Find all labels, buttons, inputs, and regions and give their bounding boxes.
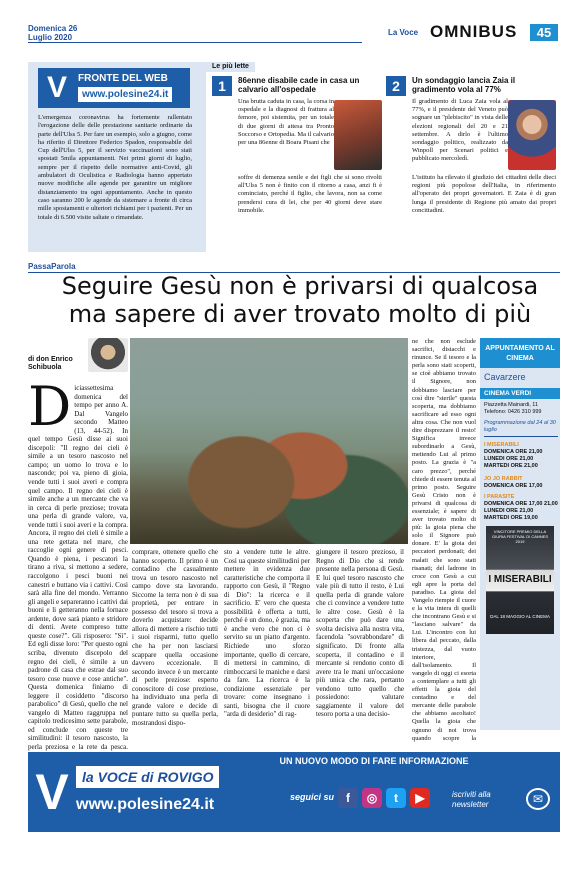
film-showtimes: DOMENICA ORE 17,00 — [484, 483, 543, 489]
story-body: Una brutta caduta in casa, la corsa in ospedale e la diagnosi di frattura al femore, poi sistemita, per un totale di due giorni di attesa tra Pronto Soccorso e Ortopedia. Ma il calvario per una 86enne di Boara Pisani che — [238, 98, 334, 147]
youtube-icon[interactable] — [410, 788, 430, 808]
article-column-2 — [132, 548, 218, 748]
date-line-1: Domenica 26 — [28, 24, 78, 33]
article-text-1: iciassettesima domenica del tempo per anno A. Dal Vangelo secondo Matteo (13, 44-52). In quel tempo Gesù disse ai suoi discepoli: "Il regno dei cieli è simile a un tesoro nascosto nel campo; un uomo lo trova e lo nasconde; poi va, pieno di gioia, vende tutti i suoi averi e compra quel campo. Il regno dei cieli è simile anche a un mercante che va in cerca di perle preziose; trovata una perla di grande valore, va, vende tutti i suoi averi e la compra. Ancora, il regno dei cieli è simile a una rete gettata nel mare, che raccoglie ogni genere di pesci. Quando è piena, i pescatori la tirano a riva, si mettono a sedere, raccolgono i pesci buoni nei canestri e buttano via i cattivi. Così sarà alla fine del mondo. Verranno gli angeli e separeranno i cattivi dai buoni e li getteranno nella fornace ardente, dove sarà pianto e stridore di denti. Avete compreso tutte queste cose?". Gli risposero: "Sì". Ed egli disse loro: "Per questo ogni scriba, divenuto discepolo del regno dei cieli, è simile a un padrone di casa che estrae dal suo tesoro cose nuove e cose antiche". Questa domenica finiamo di leggere il cosiddetto "discorso parabolico" di Gesù, quello che nel vangelo di Matteo raggruppa nel capitolo tredicesimo sette parabole, ed conclude con queste tre similitudini: il tesoro nascosto, la perla preziosa e la rete da pesca. — [28, 384, 128, 751]
brand-name: La Voce — [388, 28, 419, 37]
poster-date: DAL 18 MAGGIO AL CINEMA — [490, 614, 550, 619]
facebook-icon[interactable] — [338, 788, 358, 808]
cinema-street: Piazzetta Mainardi, 11 — [484, 402, 539, 408]
most-read — [206, 62, 560, 252]
author-box — [28, 338, 128, 378]
story-title[interactable]: 86enne disabile cade in casa un calvario all'ospedale — [238, 76, 360, 94]
cinema-name: CINEMA VERDI — [480, 388, 560, 399]
web-panel-title: FRONTE DEL WEB — [78, 73, 168, 84]
article-dropcap: D — [28, 384, 72, 438]
film-title: I PARASITE — [484, 494, 515, 500]
web-panel-url[interactable]: www.polesine24.it — [78, 87, 172, 102]
film-listing[interactable] — [484, 442, 558, 470]
film-showtimes: DOMENICA ORE 21,00 LUNEDI ORE 21,00 MARTEDI ORE 21,00 — [484, 449, 543, 469]
article-text-4: giungere il tesoro prezioso, il Regno di Dio che si rende presente nella persona di Gesù. E lui quel tesoro nascosto che vale più di tutto il resto, è Lui quella perla di grande valore che ci convince a vendere tutte le altre cose. Gesù è la scoperta che può dare una svolta decisiva alla nostra vita, facendola "sovrabbondare" di significato. Di fronte alla scoperta, il contadino e il mercante si rendono conto di avere tra le mani un'occasione più unica che rara, pertanto vendono tutto quello che possiedono: valutare saggiamente il valore del tesoro porta a una decisio- — [316, 548, 404, 719]
story-title[interactable]: Un sondaggio lancia Zaia il gradimento vola al 77% — [412, 76, 516, 94]
footer-slogan: UN NUOVO MODO DI FARE INFORMAZIONE — [279, 756, 469, 766]
article-text-2: comprare, ottenere quello che hanno scoperto. Il primo è un contadino che casualmente trova un tesoro nascosto nel campo dove sta lavorando. Siccome la terra non è di sua proprietà, per entrare in possesso del tesoro si trova a doverlo acquistare: decide allora di mettere a rischio tutti i suoi risparmi, tutto quello che ha per non lasciarsi scappare quella occasione davvero eccezionale. Il secondo invece è un mercante di perle preziose: esperto conoscitore di cose preziose, ha individuato una perla di grande valore e decide di puntare tutto su quella perla, mostrandosi dispo- — [132, 548, 218, 727]
date-line-2: Luglio 2020 — [28, 33, 73, 42]
poster-title: I MISERABILI — [488, 574, 552, 585]
most-read-label: Le più lette — [206, 62, 255, 72]
cinema-sidebar — [480, 338, 560, 730]
web-panel-text: L'emergenza coronavirus ha fortemente rallentato l'erogazione delle delle prestazione sanitarie ordinarie da parte dell'Ulss 5. Per fare un esempio, solo a giugno, come ha riferito il Direttore Federico Spadon, responsabile del Cup dell'Ulss 5, per il servizio vaccinazioni sono stati spostati 5mila appuntamenti. Nei primi giorni di luglio, sempre per il rispetto delle normative anti-Covid, gli ambulatori di Oculistica e Radiologia hanno appertato nuove modifiche alle agende per garantire un migliore distanziamento tra ogni appuntamento. Anche in questo caso saranno 200 le agende da sistemare a fronte di circa mille spostamenti e ulteriori richiami per i pazienti. Per un totale di 6.500 visite saltate o rimandate. — [38, 114, 192, 221]
story-photo — [508, 100, 556, 170]
newsletter-icon[interactable]: ✉ — [526, 788, 550, 810]
section-title: OMNIBUS — [430, 22, 518, 41]
story-number: 1 — [212, 76, 232, 96]
voce-logo-icon: V — [35, 764, 69, 820]
web-banner[interactable] — [38, 68, 190, 108]
facebook-glyph: f — [346, 791, 350, 805]
article-column-1 — [28, 384, 128, 766]
footer-banner — [28, 752, 560, 832]
cinema-address — [484, 402, 558, 416]
film-title: JO JO RABBIT — [484, 476, 523, 482]
film-showtimes: DOMENICA ORE 17,00 21,00 LUNEDI ORE 21,00 MARTEDI ORE 19,00 — [484, 501, 558, 521]
story-body: Il gradimento di Luca Zaia vola al 77%, e il presidente del Veneto può sognare un "plebiscito" in vista delle elezioni regionali del 20 e 21 settembre. A dirlo è l'ultimo sondaggio politico, realizzato da Winpoll per Scenari politici e pubblicato mercoledì. — [412, 98, 508, 163]
story-number: 2 — [386, 76, 406, 96]
author-name: di don Enrico Schibuola — [28, 356, 73, 371]
cinema-town: Cavarzere — [484, 372, 526, 382]
most-read-story-2[interactable] — [386, 76, 556, 246]
most-read-story-1[interactable] — [212, 76, 382, 246]
article-column-4 — [316, 548, 404, 748]
article-column-3 — [224, 548, 310, 748]
page-number: 45 — [530, 24, 558, 41]
article-text-3: sto a vendere tutte le altre. Così ua queste similitudini per mettere in evidenza due caratteristiche che comporta il rapporto con Gesù, il "Regno di Dio": la ricerca e il sacrificio. E' vero che questa possibilità è offerta a tutti, perché è un dono, è grazia, ma è anche vero che non ci è servito su un piatto d'argento. Richiede uno sforzo importante, quello di cercare, di mettersi in cammino, di rimboccarsi le maniche e darsi da fare. La ricerca è la condizione essenziale per trovare: come insegnano i santi, bisogna che il cuore "arda di desiderio" di rag- — [224, 548, 310, 719]
poster-award: VINCITORE PREMIO DELLA GIURIA FESTIVAL DI CANNES 2019 — [491, 529, 548, 544]
rubric-label: PassaParola — [28, 262, 560, 273]
article-column-5 — [412, 338, 476, 742]
footer-logo-name: la VOCE di ROVIGO — [76, 766, 219, 788]
header-rule — [28, 42, 362, 43]
author-avatar — [88, 338, 128, 372]
footer-url[interactable]: www.polesine24.it — [76, 796, 215, 813]
article-headline: Seguire Gesù non è privarsi di qualcosa ma sapere di aver trovato molto di più — [61, 272, 539, 328]
film-listing[interactable] — [484, 476, 558, 490]
article-text-5: ne che non esclude sacrifici, distacchi e rinunce. Se il tesoro e la perla sono stati scoperti, se cioè abbiamo trovato il Signore, non dobbiamo lasciare per così dire "sterile" questa scoperta, ma dobbiamo sacrificare ad esso ogni altra cosa. Che non vuol dire disprezzare il resto! Significa invece subordinarlo a Gesù, mettendo Lui al primo posto. La grazia è "a caro prezzo", perché chiede di essere tenuta al primo posto. Seguire Gesù Cristo non è privarsi di qualcosa di essenziale; è sapere di aver trovato molto di più: la gioia piena che solo il Signore può donare. E' la gioia dei peccatori perdonati; dei malati che sono stati risanati; del ladrone in croce con Gesù a cui egli apre la porta del paradiso. La gioia del Vangelo riempie il cuore e la vita intera di quelli che incontrano Gesù e si "lasciano salvare" da Lui. L'incontro con lui libera dal peccato, dalla tristezza, dal vuoto interiore, dall'isolamento. Il vangelo di oggi ci esorta a contemplare a tutti gli effetti la gioia del contadino e del mercante delle parabole che abbiamo ascoltato! Quella la gioia che ognuno di noi trova quando scopre la — [412, 338, 476, 742]
twitter-glyph: t — [394, 791, 398, 805]
film-poster[interactable] — [486, 526, 554, 634]
cinema-header: APPUNTAMENTO AL CINEMA — [480, 338, 560, 368]
top-box — [28, 62, 560, 252]
newsletter-label[interactable]: iscriviti alla newsletter — [452, 790, 491, 809]
follow-us-label: seguici su — [290, 792, 335, 802]
film-title: I MISERABILI — [484, 442, 519, 448]
instagram-icon[interactable] — [362, 788, 382, 808]
cinema-phone[interactable]: Telefono: 0426 310 999 — [484, 409, 542, 415]
article-painting — [130, 338, 408, 544]
instagram-glyph: ◎ — [366, 791, 378, 805]
story-body-continued: L'istituto ha rilevato il giudizio dei cittadini delle dieci regioni più popolose dell'Italia, in riferimento all'operato dei propri governatori. E Zaia è di gran lunga il presidente di Regione più amato dai propri concittadini. — [412, 174, 556, 214]
page-header — [0, 0, 580, 44]
web-panel — [28, 62, 200, 252]
voce-logo-icon: V — [46, 71, 67, 104]
story-photo — [334, 100, 382, 170]
cinema-programme: Programmazione dal 24 al 30 luglio — [484, 420, 558, 437]
youtube-glyph: ▶ — [415, 791, 425, 805]
film-listing[interactable] — [484, 494, 558, 522]
issue-date — [28, 24, 77, 42]
story-body-continued: soffre di demenza senile e dei figli che si sono rivolti all'Ulss 5 non è finito con il ritorno a casa, anzi fi è cominciato, perché il figlio, che lavora, non sa come prendersi cura di lei, che per 40 giorni deve stare immobile. — [238, 174, 382, 214]
twitter-icon[interactable] — [386, 788, 406, 808]
